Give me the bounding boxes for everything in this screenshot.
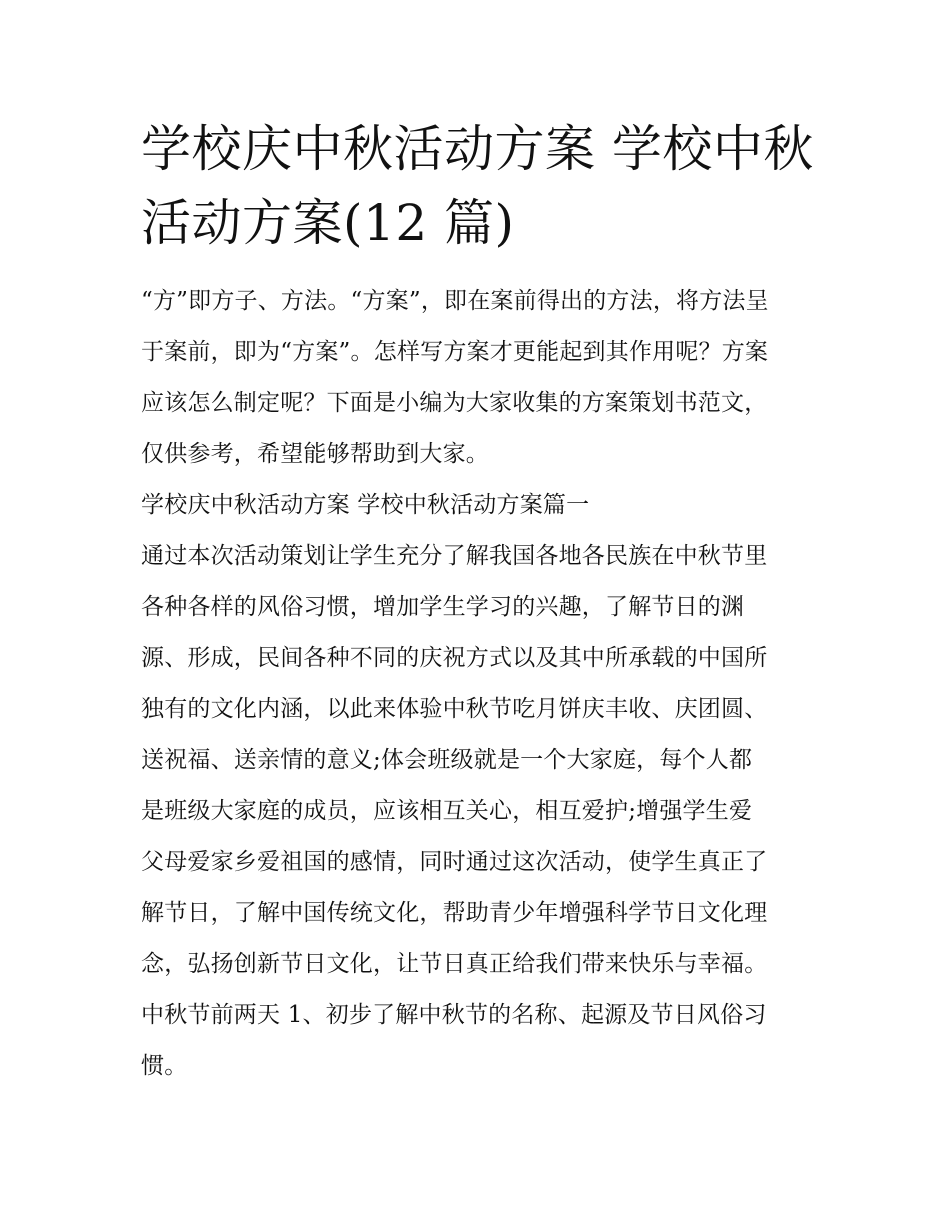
text-line: 中秋节前两天 1、初步了解中秋节的名称、起源及节日风俗习 xyxy=(141,1002,767,1028)
text-line: 独有的文化内涵，以此来体验中秋节吃月饼庆丰收、庆团圆、 xyxy=(141,696,768,722)
section-heading: 学校庆中秋活动方案 学校中秋活动方案篇一 xyxy=(141,492,590,518)
text-line: 各种各样的风俗习惯，增加学生学习的兴趣，了解节日的渊 xyxy=(141,594,745,620)
intro-paragraph xyxy=(141,276,821,480)
text-line: 惯。 xyxy=(141,1053,188,1079)
body-paragraph xyxy=(141,531,821,1092)
text-line: 于案前，即为“方案”。怎样写方案才更能起到其作用呢？方案 xyxy=(141,339,769,365)
document-content xyxy=(141,112,821,1092)
text-line: 解节日，了解中国传统文化，帮助青少年增强科学节日文化理 xyxy=(141,900,768,926)
text-line: 送祝福、送亲情的意义;体会班级就是一个大家庭，每个人都 xyxy=(141,747,753,773)
text-line: 父母爱家乡爱祖国的感情，同时通过这次活动，使学生真正了 xyxy=(141,849,768,875)
document-title xyxy=(141,112,821,260)
text-line: 通过本次活动策划让学生充分了解我国各地各民族在中秋节里 xyxy=(141,543,768,569)
title-line: 活动方案(12 篇) xyxy=(141,194,515,252)
title-line: 学校庆中秋活动方案 学校中秋 xyxy=(141,120,814,178)
text-line: 源、形成，民间各种不同的庆祝方式以及其中所承载的中国所 xyxy=(141,645,768,671)
text-line: “方”即方子、方法。“方案”，即在案前得出的方法，将方法呈 xyxy=(141,288,769,314)
text-line: 是班级大家庭的成员，应该相互关心，相互爱护;增强学生爱 xyxy=(141,798,753,824)
text-line: 应该怎么制定呢？下面是小编为大家收集的方案策划书范文， xyxy=(141,390,768,416)
text-line: 念，弘扬创新节日文化，让节日真正给我们带来快乐与幸福。 xyxy=(141,951,768,977)
text-line: 仅供参考，希望能够帮助到大家。 xyxy=(141,441,489,467)
